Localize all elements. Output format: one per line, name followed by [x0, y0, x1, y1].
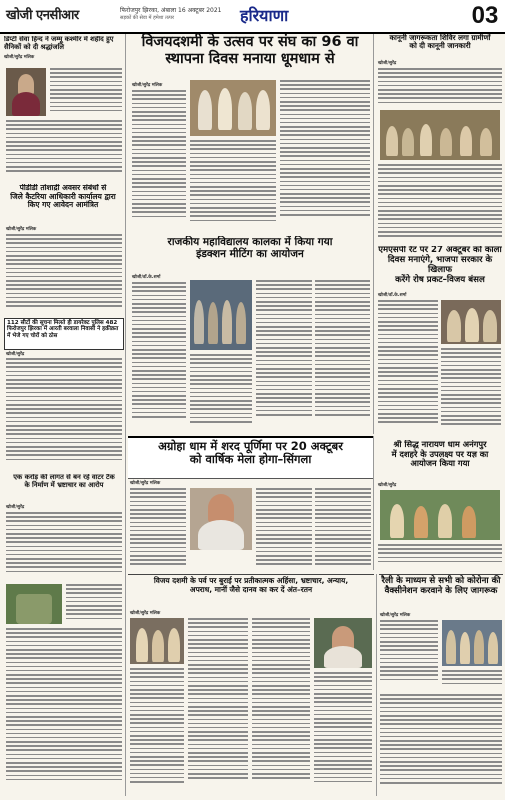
vijay-headline-1: विजय दशमी के पर्व पर बुराई पर प्रतीकात्मक अहिंसा, भ्रष्टाचार, अन्याय, — [153, 576, 349, 585]
rally-byline: खोजी/सुरेंद्र मलिक — [380, 613, 411, 618]
msp-headline-2: दिवस मनाएंगे, भाजपा सरकार के खिलाफ — [387, 254, 493, 275]
thief-byline: खोजी/सुरेंद्र — [6, 352, 25, 357]
college-headline-1: राजकीय महाविद्यालय कालका में किया गया — [167, 236, 333, 248]
rally-photo — [442, 620, 502, 666]
msp-headline-3: करेंगे रोष प्रकट–विजय बंसल — [395, 274, 485, 285]
vijay-body-col4 — [314, 672, 372, 796]
application-headline-1: पीडीडी तोशाद्री अवसर संबंधों से — [19, 184, 107, 192]
ahgora-body-col1 — [130, 488, 186, 570]
vijay-body-col3 — [252, 618, 310, 796]
karodi-body-3 — [6, 628, 122, 796]
vijay-photo-2 — [314, 618, 372, 668]
dussehra-story-header — [130, 34, 370, 78]
karodi-body — [6, 512, 122, 580]
dussehra-headline-2: स्थापना दिवस मनाया धूमधाम से — [165, 50, 335, 67]
section-title: हरियाणा — [240, 6, 289, 25]
msp-story-header — [377, 246, 503, 290]
siddh-headline-2: में दशहरे के उपलक्ष्य पर यज्ञ का — [391, 448, 489, 459]
tribute-story-header — [4, 36, 122, 62]
rally-body-col1 — [380, 620, 438, 690]
column-rule — [376, 574, 377, 796]
msp-body-col2 — [441, 348, 501, 432]
rally-body-col3 — [380, 694, 502, 796]
application-story-header — [4, 184, 122, 224]
dussehra-photo — [190, 80, 276, 136]
column-rule — [373, 244, 374, 434]
vijay-story-header — [128, 574, 374, 607]
dateline-tagline: सड़कों की सेवा में हमेशा तत्पर — [120, 15, 174, 21]
dussehra-headline-1: विजयदशमी के उत्सव पर संघ का 96 वा — [141, 34, 359, 50]
dussehra-byline: खोजी/सुरेंद्र मलिक — [132, 83, 163, 88]
vijay-headline-2: अपराध, मानीं जैसे दानव का कर दें अंत–रतन — [189, 584, 313, 594]
column-rule — [125, 474, 126, 796]
vijay-byline: खोजी/सुरेंद्र मलिक — [130, 611, 161, 616]
college-story-header — [130, 236, 370, 270]
karodi-story-header — [4, 474, 124, 502]
college-body-col4 — [315, 280, 370, 432]
rally-body-col2 — [442, 670, 502, 690]
legal-camp-body-2 — [378, 164, 502, 244]
rally-story-header — [379, 574, 503, 609]
column-rule — [125, 34, 126, 474]
karodi-headline-1: एक करोड़ की लागत से बन रहे वाटर टैंक — [13, 474, 115, 481]
tribute-body-2 — [6, 120, 122, 180]
tribute-byline: खोजी/सुरेंद्र मलिक — [4, 54, 35, 60]
college-body-col1 — [132, 282, 186, 432]
msp-byline: खोजी/डॉ.के.शर्मा — [378, 293, 407, 298]
karodi-headline-2: के निर्माण में भ्रष्टाचार का आरोप — [24, 480, 104, 489]
ahgora-photo — [190, 488, 252, 550]
application-body — [6, 234, 122, 316]
legal-camp-body — [378, 68, 502, 108]
siddh-byline: खोजी/सुरेंद्र — [378, 483, 397, 488]
application-byline: खोजी/सुरेंद्र मलिक — [6, 227, 37, 232]
msp-photo — [441, 300, 501, 344]
karodi-photo — [6, 584, 62, 624]
vijay-body-col1 — [130, 668, 184, 796]
siddh-body — [378, 544, 502, 570]
column-rule — [373, 436, 374, 570]
college-body-col2 — [190, 354, 252, 432]
ahgora-story-header — [128, 436, 373, 479]
masthead — [0, 0, 505, 34]
thief-headline: 112 सीटों की सूचना मिलते ही डायरेक्ट पुलिस 482 फिरोजपुर झिरका में आरती बरवाला निवासी ने हक़ीक़त में भेजे गए चोरों को ठोस — [7, 320, 119, 339]
karodi-body-2 — [66, 584, 122, 624]
tribute-body — [50, 68, 122, 116]
college-body-col3 — [256, 280, 312, 432]
dussehra-body-col3 — [280, 80, 370, 230]
tribute-headline: डिप्टी सेवा हिन्द ने जम्मू कश्मीर में शहीद हुए सैनिकों को दी श्रद्धांजलि — [4, 36, 114, 51]
ahgora-headline-1: अग्रोहा धाम में शरद पूर्णिमा पर 20 अक्टूबर — [158, 439, 343, 453]
paper-name: खोजी एनसीआर — [6, 8, 79, 23]
college-byline: खोजी/डॉ.के.शर्मा — [132, 275, 161, 280]
thief-story-box — [4, 318, 124, 350]
legal-camp-headline-2: को दी कानूनी जानकारी — [409, 41, 471, 51]
ahgora-body-col2 — [256, 488, 312, 570]
siddh-headline-1: श्री सिद्ध नारायण धाम अनंगपुर — [393, 440, 487, 449]
ahgora-body-col3 — [315, 488, 371, 570]
siddh-photo — [380, 490, 500, 540]
vijay-photo-1 — [130, 618, 184, 664]
ahgora-byline: खोजी/सुरेंद्र मलिक — [130, 481, 161, 486]
siddh-story-header — [377, 440, 503, 480]
college-photo — [190, 280, 252, 350]
tribute-photo — [6, 68, 46, 116]
legal-camp-story-header — [377, 34, 503, 58]
page-number: 03 — [465, 0, 505, 32]
legal-camp-byline: खोजी/सुरेंद्र — [378, 61, 397, 66]
dussehra-body-col1 — [132, 90, 186, 230]
college-headline-2: इंडक्शन मीटिंग का आयोजन — [196, 248, 304, 261]
rally-headline-1: रैली के माध्यम से सभी को कोरोना की — [381, 576, 501, 586]
karodi-byline: खोजी/सुरेंद्र — [6, 505, 25, 510]
siddh-headline-3: आयोजन किया गया — [410, 458, 470, 469]
column-rule — [373, 34, 374, 244]
dussehra-body-col2 — [190, 140, 276, 230]
ahgora-headline-2: को वार्षिक मेला होगा–सिंगला — [189, 452, 312, 467]
application-headline-2: जिले कैटरिया आधिकारी कार्यालय द्वारा — [10, 191, 116, 201]
dateline: फिरोजपुर झिरका, अंबाला 16 अक्टूबर 2021 — [120, 7, 222, 14]
rally-headline-2: वैक्सीनेशन करवाने के लिए जागरूक — [384, 585, 498, 596]
vijay-body-col2 — [188, 618, 248, 796]
legal-camp-photo — [380, 110, 500, 160]
thief-body — [6, 358, 122, 470]
application-headline-3: किए गए आवेदन आमंत्रित — [27, 200, 99, 210]
msp-body-col1 — [378, 300, 438, 432]
legal-camp-headline-1: कानूनी जागरूकता शिविर लगा ग्रामीणों — [389, 34, 491, 42]
msp-headline-1: एमएसपी रेट पर 27 अक्टूबर को काला — [378, 246, 502, 255]
